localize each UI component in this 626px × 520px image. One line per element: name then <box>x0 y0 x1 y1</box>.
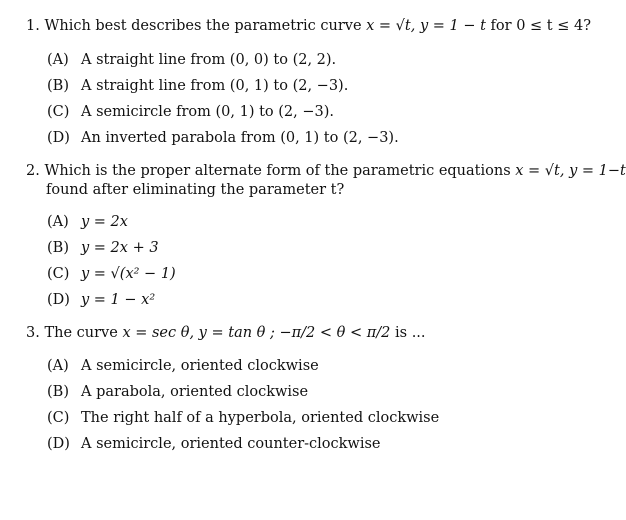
option-label: (A) <box>47 358 69 374</box>
question-3-equation: x = sec θ, y = tan θ ; −π/2 < θ < π/2 <box>122 325 391 341</box>
option-text: A parabola, oriented clockwise <box>81 384 309 400</box>
question-3-option-c <box>47 409 439 427</box>
question-1-option-c <box>47 103 334 121</box>
question-2-equation: x = √t, y = 1−t <box>515 163 626 179</box>
option-label: (D) <box>47 436 70 452</box>
option-text: y = 2x + 3 <box>81 240 159 256</box>
question-1-option-b <box>47 77 348 95</box>
option-label: (C) <box>47 410 70 426</box>
question-3-option-d <box>47 435 381 453</box>
question-1-option-d <box>47 129 399 147</box>
question-1-equation: x = √t, y = 1 − t <box>366 18 486 34</box>
option-label: (B) <box>47 78 69 94</box>
option-text: y = √(x² − 1) <box>81 266 176 282</box>
question-2-option-c <box>47 265 176 283</box>
question-3-option-b <box>47 383 308 401</box>
option-text: A semicircle from (0, 1) to (2, −3). <box>81 104 335 120</box>
question-2-number: 2. <box>26 163 40 179</box>
option-text: y = 2x <box>81 214 128 230</box>
question-3-stem <box>26 324 426 342</box>
option-text: A straight line from (0, 0) to (2, 2). <box>81 52 337 68</box>
option-label: (B) <box>47 384 69 400</box>
option-text: The right half of a hyperbola, oriented clockwise <box>81 410 440 426</box>
question-3-text-a: The curve <box>44 325 123 341</box>
option-label: (D) <box>47 292 70 308</box>
question-1-text-a: Which best describes the parametric curve <box>44 18 367 34</box>
question-1-text-b: for 0 ≤ t ≤ 4? <box>485 18 591 34</box>
option-label: (A) <box>47 52 69 68</box>
option-label: (D) <box>47 130 70 146</box>
option-label: (C) <box>47 104 70 120</box>
question-2-option-b <box>47 239 159 257</box>
question-2-stem-line2: found after eliminating the parameter t? <box>46 182 345 198</box>
question-3-option-a <box>47 357 319 375</box>
question-2-stem <box>26 162 626 180</box>
option-text: A semicircle, oriented counter-clockwise <box>81 436 381 452</box>
question-2-text-a: Which is the proper alternate form of the parametric equations <box>44 163 516 179</box>
question-1-stem <box>26 17 591 35</box>
question-3-number: 3. <box>26 325 40 341</box>
option-text: A straight line from (0, 1) to (2, −3). <box>81 78 349 94</box>
question-1-number: 1. <box>26 18 40 34</box>
option-text: y = 1 − x² <box>81 292 156 308</box>
question-1-option-a <box>47 51 336 69</box>
option-text: An inverted parabola from (0, 1) to (2, −3). <box>81 130 399 146</box>
option-text: A semicircle, oriented clockwise <box>81 358 319 374</box>
option-label: (C) <box>47 266 70 282</box>
option-label: (B) <box>47 240 69 256</box>
question-2-option-d <box>47 291 155 309</box>
option-label: (A) <box>47 214 69 230</box>
question-3-text-b: is ... <box>390 325 426 341</box>
question-2-option-a <box>47 213 128 231</box>
